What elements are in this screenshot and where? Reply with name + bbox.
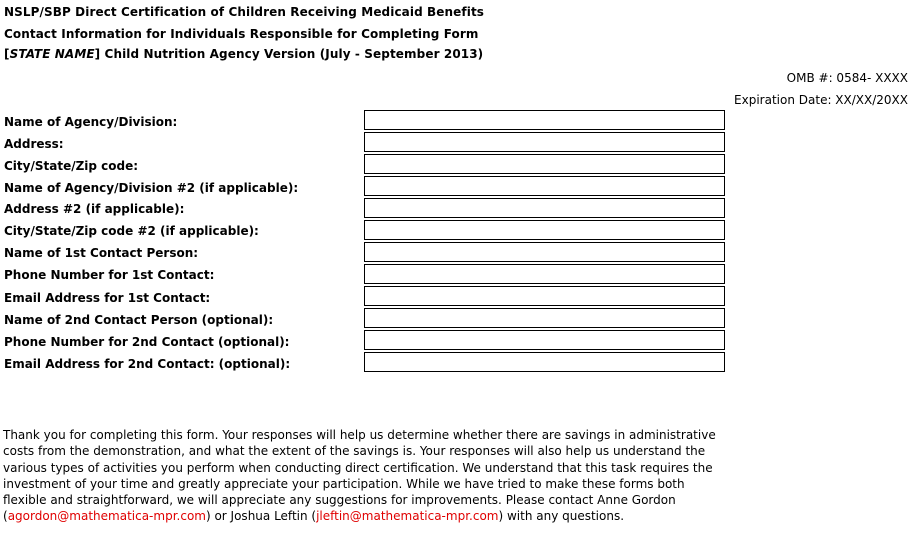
contact-2-name-input[interactable]	[364, 308, 725, 328]
label-city-state-zip-2: City/State/Zip code #2 (if applicable):	[4, 224, 259, 238]
address-input[interactable]	[364, 132, 725, 152]
label-address-2: Address #2 (if applicable):	[4, 202, 185, 216]
label-address: Address:	[4, 137, 64, 151]
agency-input[interactable]	[364, 110, 725, 130]
agency-2-input[interactable]	[364, 176, 725, 196]
email-link-anne-gordon[interactable]: agordon@mathematica-mpr.com	[7, 509, 206, 524]
contact-2-email-input[interactable]	[364, 352, 725, 372]
label-contact-2-name: Name of 2nd Contact Person (optional):	[4, 313, 274, 327]
label-contact-2-email: Email Address for 2nd Contact: (optional):	[4, 357, 291, 371]
contact-1-email-input[interactable]	[364, 286, 725, 306]
label-agency-2: Name of Agency/Division #2 (if applicable):	[4, 181, 299, 195]
city-state-zip-2-input[interactable]	[364, 220, 725, 240]
address-2-input[interactable]	[364, 198, 725, 218]
form-title: NSLP/SBP Direct Certification of Children Receiving Medicaid Benefits	[4, 5, 485, 19]
label-contact-1-email: Email Address for 1st Contact:	[4, 291, 211, 305]
form-version: [STATE NAME] Child Nutrition Agency Version (July - September 2013)	[4, 47, 484, 61]
label-contact-1-phone: Phone Number for 1st Contact:	[4, 268, 215, 282]
omb-number: OMB #: 0584- XXXX	[786, 71, 908, 85]
state-name-placeholder: STATE NAME	[9, 47, 95, 61]
email-link-joshua-leftin[interactable]: jleftin@mathematica-mpr.com	[316, 509, 499, 524]
expiration-date: Expiration Date: XX/XX/20XX	[734, 93, 908, 107]
city-state-zip-input[interactable]	[364, 154, 725, 174]
thank-you-paragraph: Thank you for completing this form. Your responses will help us determine whether there are savings in administrative costs from the demonstration, and what the extent of the savings is. Your responses will also help us understand the various types of activities you perform when conducting direct certification. We understand that this task requires the investment of your time and greatly appreciate your participation. While we have tried to make these forms both flexible and straightforward, we will appreciate any suggestions for improvements. Please contact Anne Gordon (agordon@mathematica-mpr.com) or Joshua Leftin (jleftin@mathematica-mpr.com) with any questions.	[3, 428, 716, 524]
label-contact-2-phone: Phone Number for 2nd Contact (optional):	[4, 335, 290, 349]
label-agency: Name of Agency/Division:	[4, 115, 178, 129]
label-city-state-zip: City/State/Zip code:	[4, 159, 139, 173]
form-subtitle: Contact Information for Individuals Responsible for Completing Form	[4, 27, 479, 41]
contact-1-phone-input[interactable]	[364, 264, 725, 284]
contact-1-name-input[interactable]	[364, 242, 725, 262]
label-contact-1-name: Name of 1st Contact Person:	[4, 246, 199, 260]
contact-2-phone-input[interactable]	[364, 330, 725, 350]
